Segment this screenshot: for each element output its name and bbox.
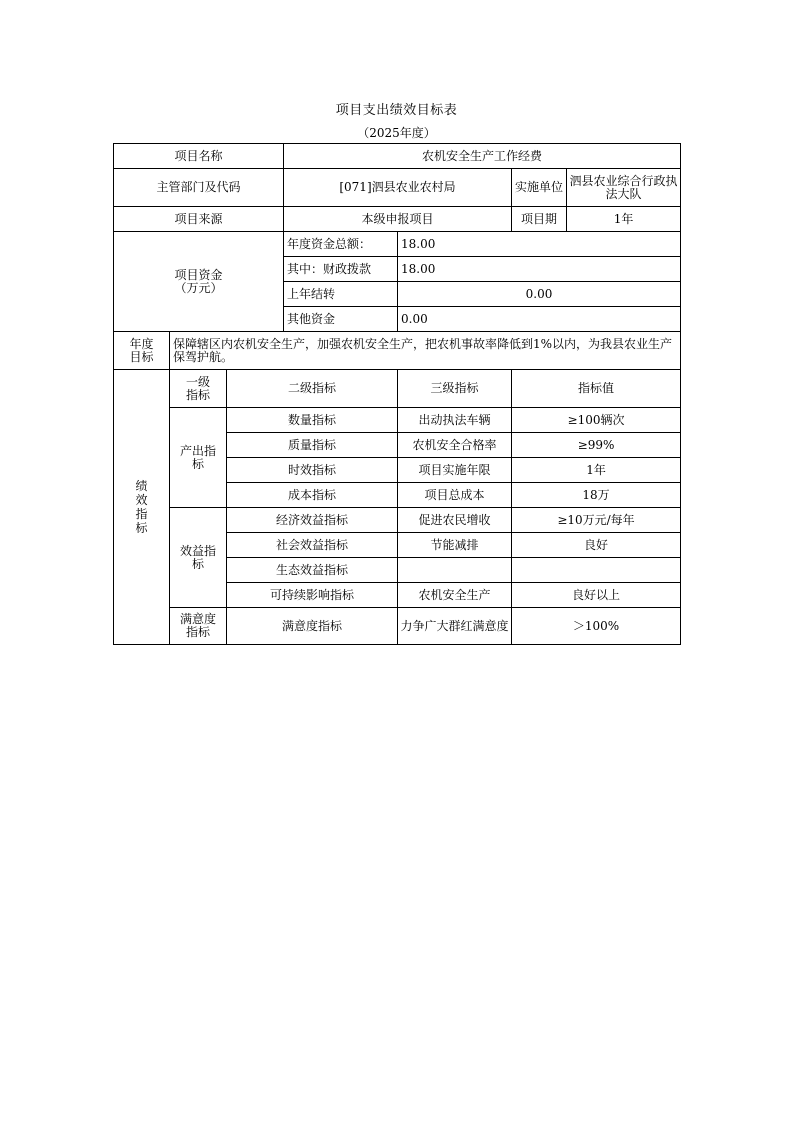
row-l3: 力争广大群红满意度 xyxy=(398,608,512,645)
effect-indicator-label: 效益指 标 xyxy=(170,508,227,608)
header-level2: 二级指标 xyxy=(227,370,398,408)
row-l2: 生态效益指标 xyxy=(227,558,398,583)
header-level1: 一级 指标 xyxy=(170,370,227,408)
row-l2: 经济效益指标 xyxy=(227,508,398,533)
annual-goal-text: 保障辖区内农机安全生产，加强农机安全生产，把农机事故率降低到1%以内，为我县农业生产保驾护航。 xyxy=(170,332,681,370)
row-l3: 节能减排 xyxy=(398,533,512,558)
row-l2: 数量指标 xyxy=(227,408,398,433)
row-value: ≥100辆次 xyxy=(512,408,681,433)
period-label: 项目期 xyxy=(512,207,567,232)
funds-other-value: 0.00 xyxy=(398,307,681,332)
project-name-value: 农机安全生产工作经费 xyxy=(284,144,681,169)
funds-other-label: 其他资金 xyxy=(284,307,398,332)
funds-fiscal-label: 其中：财政拨款 xyxy=(284,257,398,282)
row-l3: 出动执法车辆 xyxy=(398,408,512,433)
header-level3: 三级指标 xyxy=(398,370,512,408)
row-value xyxy=(512,558,681,583)
annual-goal-label: 年度 目标 xyxy=(114,332,170,370)
row-l2: 成本指标 xyxy=(227,483,398,508)
row-l3: 促进农民增收 xyxy=(398,508,512,533)
perf-indicator-label-text: 绩效指标 xyxy=(135,479,148,535)
funds-total-value: 18.00 xyxy=(398,232,681,257)
row-value: 良好 xyxy=(512,533,681,558)
row-l2: 社会效益指标 xyxy=(227,533,398,558)
funds-fiscal-value: 18.00 xyxy=(398,257,681,282)
row-l2: 时效指标 xyxy=(227,458,398,483)
row-value: ≥99% xyxy=(512,433,681,458)
impl-unit-value: 泗县农业综合行政执法大队 xyxy=(567,169,681,207)
row-l3: 农机安全合格率 xyxy=(398,433,512,458)
row-value: 良好以上 xyxy=(512,583,681,608)
page-title: 项目支出绩效目标表 xyxy=(335,103,458,118)
row-l2: 可持续影响指标 xyxy=(227,583,398,608)
funds-label: 项目资金 （万元） xyxy=(114,232,284,332)
row-value: ≥10万元/每年 xyxy=(512,508,681,533)
impl-unit-label: 实施单位 xyxy=(512,169,567,207)
funds-carryover-value: 0.00 xyxy=(398,282,681,307)
dept-value: [071]泗县农业农村局 xyxy=(284,169,512,207)
row-value: ＞100% xyxy=(512,608,681,645)
performance-target-table xyxy=(113,143,681,645)
row-l3: 项目实施年限 xyxy=(398,458,512,483)
row-l2: 满意度指标 xyxy=(227,608,398,645)
source-value: 本级申报项目 xyxy=(284,207,512,232)
page-subtitle-year: （2025年度） xyxy=(357,126,436,140)
perf-indicator-label xyxy=(114,370,170,645)
period-value: 1年 xyxy=(567,207,681,232)
row-l3 xyxy=(398,558,512,583)
dept-label: 主管部门及代码 xyxy=(114,169,284,207)
header-value: 指标值 xyxy=(512,370,681,408)
output-indicator-label: 产出指 标 xyxy=(170,408,227,508)
funds-carryover-label: 上年结转 xyxy=(284,282,398,307)
source-label: 项目来源 xyxy=(114,207,284,232)
row-l2: 质量指标 xyxy=(227,433,398,458)
row-value: 18万 xyxy=(512,483,681,508)
funds-total-label: 年度资金总额： xyxy=(284,232,398,257)
row-l3: 农机安全生产 xyxy=(398,583,512,608)
row-l3: 项目总成本 xyxy=(398,483,512,508)
project-name-label: 项目名称 xyxy=(114,144,284,169)
row-value: 1年 xyxy=(512,458,681,483)
satisfaction-indicator-label: 满意度 指标 xyxy=(170,608,227,645)
